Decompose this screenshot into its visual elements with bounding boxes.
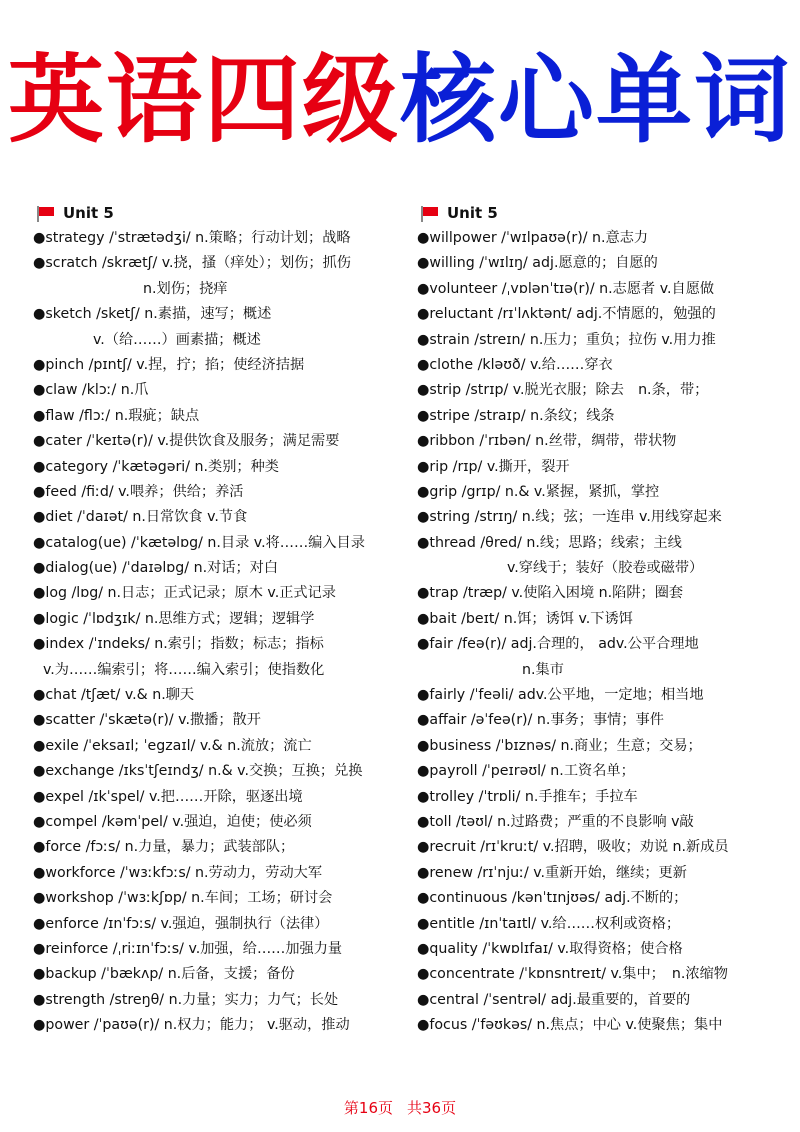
- unit-label: Unit 5: [63, 204, 114, 222]
- left-column: [33, 201, 403, 1039]
- word-entry: ●strip /strɪp/ v.脱光衣服；除去 n.条，带；: [417, 382, 709, 399]
- word-entry: ●scratch /skrætʃ/ v.挠，搔（痒处）；划伤；抓伤: [33, 255, 351, 272]
- title-blue-part: 核心单词: [400, 44, 792, 156]
- unit-heading: [33, 201, 403, 226]
- word-entry: ●enforce /ɪnˈfɔːs/ v.强迫，强制执行（法律）: [33, 915, 329, 932]
- word-entry: ●concentrate /ˈkɒnsntreɪt/ v.集中； n.浓缩物: [417, 966, 728, 983]
- word-entry: ●chat /tʃæt/ v.& n.聊天: [33, 687, 195, 704]
- word-entry: ●stripe /straɪp/ n.条纹；线条: [417, 407, 615, 424]
- word-entry: ●continuous /kənˈtɪnjʊəs/ adj.不断的；: [417, 890, 688, 907]
- word-entry-continuation: n.划伤；挠痒: [143, 280, 228, 297]
- page-title: [0, 40, 800, 160]
- word-entry: ●trolley /ˈtrɒli/ n.手推车；手拉车: [417, 788, 638, 805]
- word-entry: ●exile /ˈeksaɪl; ˈegzaɪl/ v.& n.流放；流亡: [33, 737, 312, 754]
- word-entry: ●willpower /ˈwɪlpaʊə(r)/ n.意志力: [417, 230, 649, 246]
- word-list: [33, 226, 403, 1039]
- word-entry: ●scatter /ˈskætə(r)/ v.撒播；散开: [33, 712, 261, 729]
- page-number: 第16页: [343, 1099, 393, 1117]
- title-red-part: 英语四级: [8, 44, 400, 156]
- word-entry: ●cater /ˈkeɪtə(r)/ v.提供饮食及服务；满足需要: [33, 433, 340, 450]
- word-entry-continuation: n.集市: [522, 661, 564, 678]
- word-entry: ●thread /θred/ n.线；思路；线索；主线: [417, 534, 682, 551]
- word-entry: ●bait /beɪt/ n.饵；诱饵 v.下诱饵: [417, 610, 633, 627]
- word-entry: ●payroll /ˈpeɪrəʊl/ n.工资名单；: [417, 763, 635, 780]
- word-entry: ●business /ˈbɪznəs/ n.商业；生意；交易；: [417, 737, 702, 754]
- word-entry: ●backup /ˈbækʌp/ n.后备，支援；备份: [33, 966, 295, 983]
- word-entry: ●toll /təʊl/ n.过路费；严重的不良影响 v敲: [417, 813, 694, 830]
- word-entry: ●strength /streŋθ/ n.力量；实力；力气；长处: [33, 991, 339, 1008]
- word-entry: ●focus /ˈfəʊkəs/ n.焦点；中心 v.使聚焦；集中: [417, 1017, 723, 1034]
- word-entry-continuation: v.（给……）画素描；概述: [93, 331, 261, 348]
- word-entry: ●catalog(ue) /ˈkætəlɒg/ n.目录 v.将……编入目录: [33, 534, 365, 551]
- word-entry: ●claw /klɔː/ n.爪: [33, 382, 149, 399]
- word-entry: ●reinforce /ˌriːɪnˈfɔːs/ v.加强，给……加强力量: [33, 940, 343, 957]
- word-entry: ●renew /rɪˈnjuː/ v.重新开始，继续；更新: [417, 864, 687, 881]
- word-entry: ●index /ˈɪndeks/ n.索引；指数；标志；指标: [33, 636, 324, 653]
- word-entry: ●rip /rɪp/ v.撕开，裂开: [417, 458, 570, 475]
- word-entry-continuation: v.穿线于；装好（胶卷或磁带）: [507, 560, 704, 577]
- word-entry: ●category /ˈkætəgəri/ n.类别；种类: [33, 458, 279, 475]
- word-list: [417, 226, 787, 1039]
- word-entry: ●trap /træp/ v.使陷入困境 n.陷阱；圈套: [417, 585, 684, 602]
- word-entry: ●workshop /ˈwɜːkʃɒp/ n.车间；工场；研讨会: [33, 890, 333, 907]
- word-entry: ●willing /ˈwɪlɪŋ/ adj.愿意的；自愿的: [417, 255, 658, 272]
- word-entry: ●ribbon /ˈrɪbən/ n.丝带，绸带，带状物: [417, 433, 677, 450]
- word-entry: ●central /ˈsentrəl/ adj.最重要的，首要的: [417, 991, 691, 1008]
- word-entry: ●entitle /ɪnˈtaɪtl/ v.给……权利或资格；: [417, 915, 681, 932]
- word-entry: ●string /strɪŋ/ n.线；弦；一连串 v.用线穿起来: [417, 509, 722, 526]
- word-entry: ●workforce /ˈwɜːkfɔːs/ n.劳动力，劳动大军: [33, 864, 323, 881]
- word-entry: ●expel /ɪkˈspel/ v.把……开除，驱逐出境: [33, 788, 303, 805]
- word-entry: ●clothe /kləʊð/ v.给……穿衣: [417, 356, 613, 373]
- word-entry: ●force /fɔːs/ n.力量，暴力；武装部队；: [33, 839, 295, 856]
- word-entry: ●volunteer /ˌvɒlənˈtɪə(r)/ n.志愿者 v.自愿做: [417, 280, 715, 297]
- word-entry: ●fair /feə(r)/ adj.合理的， adv.公平合理地: [417, 636, 699, 653]
- word-entry: ●logic /ˈlɒdʒɪk/ n.思维方式；逻辑；逻辑学: [33, 610, 315, 627]
- red-flag-icon: [421, 206, 439, 222]
- word-entry: ●sketch /sketʃ/ n.素描，速写；概述: [33, 306, 272, 323]
- word-entry: ●log /lɒg/ n.日志；正式记录；原木 v.正式记录: [33, 585, 336, 602]
- word-entry: ●exchange /ɪksˈtʃeɪndʒ/ n.& v.交换；互换；兑换: [33, 763, 363, 780]
- word-entry: ●quality /ˈkwɒlɪfaɪ/ v.取得资格；使合格: [417, 940, 683, 957]
- right-column: [417, 201, 787, 1039]
- unit-heading: [417, 201, 787, 226]
- word-entry: ●pinch /pɪntʃ/ v.捏，拧；掐；使经济拮据: [33, 356, 305, 373]
- word-entry: ●grip /grɪp/ n.& v.紧握，紧抓，掌控: [417, 483, 660, 500]
- word-entry-continuation: v.为……编索引；将……编入索引；使指数化: [43, 661, 325, 678]
- word-entry: ●strategy /ˈstrætədʒi/ n.策略；行动计划；战略: [33, 230, 351, 246]
- word-entry: ●reluctant /rɪˈlʌktənt/ adj.不情愿的，勉强的: [417, 306, 716, 323]
- red-flag-icon: [37, 206, 55, 222]
- word-entry: ●flaw /flɔː/ n.瑕疵；缺点: [33, 407, 200, 424]
- word-entry: ●diet /ˈdaɪət/ n.日常饮食 v.节食: [33, 509, 248, 526]
- word-entry: ●strain /streɪn/ n.压力；重负；拉伤 v.用力推: [417, 331, 716, 348]
- word-entry: ●compel /kəmˈpel/ v.强迫，迫使；使必须: [33, 813, 312, 830]
- word-entry: ●affair /əˈfeə(r)/ n.事务；事情；事件: [417, 712, 664, 729]
- word-entry: ●dialog(ue) /ˈdaɪəlɒg/ n.对话；对白: [33, 560, 279, 577]
- page-total: 共36页: [407, 1099, 457, 1117]
- word-entry: ●fairly /ˈfeəli/ adv.公平地，一定地；相当地: [417, 687, 704, 704]
- word-entry: ●feed /fiːd/ v.喂养；供给；养活: [33, 483, 244, 500]
- word-entry: ●recruit /rɪˈkruːt/ v.招聘，吸收；劝说 n.新成员: [417, 839, 729, 856]
- unit-label: Unit 5: [447, 204, 498, 222]
- word-entry: ●power /ˈpaʊə(r)/ n.权力；能力； v.驱动，推动: [33, 1017, 350, 1034]
- page-footer: [0, 1096, 800, 1120]
